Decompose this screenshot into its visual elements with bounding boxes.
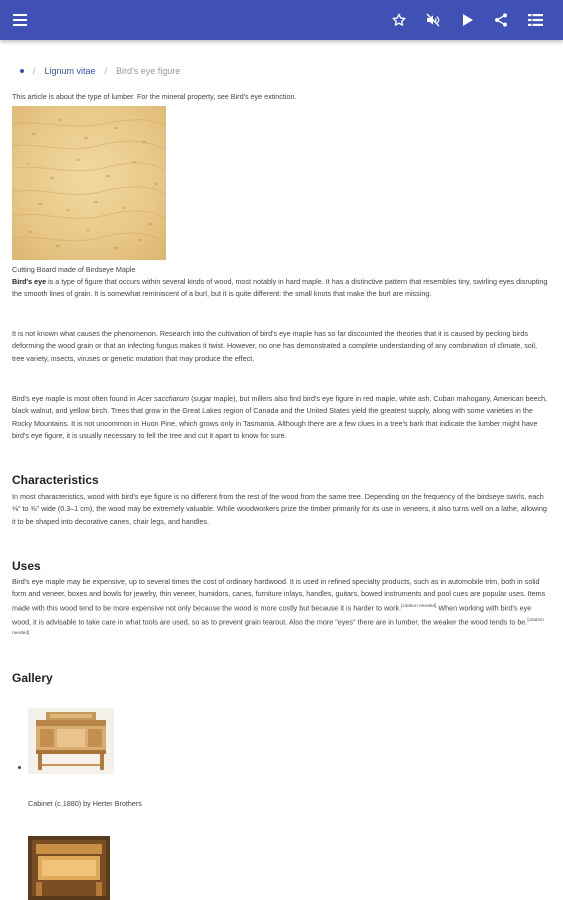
lead-term: Bird's eye — [12, 277, 47, 286]
cutting-board-image[interactable] — [12, 106, 166, 260]
star-icon[interactable] — [389, 10, 409, 30]
gallery-image-cabinet[interactable] — [28, 708, 114, 774]
breadcrumb — [20, 66, 180, 76]
characteristics-heading: Characteristics — [12, 473, 99, 487]
share-icon[interactable] — [491, 10, 511, 30]
app-bar — [0, 0, 563, 40]
image-caption: Cutting Board made of Birdseye Maple — [12, 265, 136, 274]
uses-heading: Uses — [12, 559, 41, 573]
hatnote: This article is about the type of lumber. For the mineral property, see Bird's eye extinction. — [12, 92, 297, 101]
characteristics-paragraph: In most characteristics, wood with bird's eye figure is no different from the rest of the wood from the same tree. Depending on the frequency of the birdseye swirls, each ⅛" to ⅜" wide (0.3–1 cm), the wood may be extremely valuable. While woodworkers prize the timber primarily for its use in veneers, it also turns well on a lathe, allowing it to be shaped into decorative canes, chair legs, and handles. — [12, 492, 547, 526]
breadcrumb-separator: / — [104, 66, 108, 76]
gallery-heading: Gallery — [12, 671, 53, 685]
gallery-caption: Cabinet (c.1880) by Herter Brothers — [28, 799, 142, 808]
home-dot-icon[interactable] — [20, 69, 24, 73]
list-icon[interactable] — [525, 10, 545, 30]
play-icon[interactable] — [457, 10, 477, 30]
list-bullet — [18, 766, 21, 769]
distribution-paragraph: Bird's eye maple is most often found in Acer saccharum (sugar maple), but millers also find bird's eye figure in red maple, white ash, Cuban mahogany, American beech, black walnut, and yellow birch. Trees that grow in the Great Lakes region of Canada and the United States yield the greatest supply, along with some varieties in the Rocky Mountains. It is not uncommon in Huon Pine, which grows only in Tasmania. Although there are a few clues in a tree's bark that indicate the lumber might have bird's eye figure, it is usually necessary to fell the tree and cut it apart to know for sure. — [12, 394, 548, 441]
citation-needed[interactable]: [citation needed] — [401, 603, 437, 609]
gallery-image-table[interactable] — [28, 836, 110, 900]
article-content — [0, 40, 563, 900]
breadcrumb-separator: / — [33, 66, 36, 76]
uses-paragraph: Bird's eye maple may be expensive, up to several times the cost of ordinary hardwood. It is used in refined specialty products, such as in automobile trim, both in solid form and veneer, boxes and bowls for jewelry, thin veneer, humidors, canes, furniture inlays, handles, guitars, bowed instruments and pool cues are popular uses. Items made with this wood tend to be more expensive not only because the wood is more costly but because it is harder to work.[citation needed] When working with bird's eye wood, it is advisable to take care in what tools are used, so as to prevent grain tearout. Also the more "eyes" there are in lumber, the weaker the wood tends to be.[citation needed] — [12, 577, 546, 637]
citation-needed[interactable]: [citation needed] — [12, 617, 544, 637]
breadcrumb-parent-link[interactable]: Lignum vitae — [44, 66, 96, 76]
origin-paragraph: It is not known what causes the phenomenon. Research into the cultivation of bird's eye maple has so far discounted the theories that it is caused by pecking birds deforming the wood grain or that an infecting fungus makes it twist. However, no one has demonstrated a complete understanding of any combination of climate, soil, tree variety, insects, viruses or genetic mutation that may produce the effect. — [12, 329, 537, 363]
intro-paragraph: Bird's eye is a type of figure that occurs within several kinds of wood, most notably in hard maple. It has a distinctive pattern that resembles tiny, swirling eyes disrupting the smooth lines of grain. It is somewhat reminiscent of a burl, but it is quite different: the small knots that make the burl are missing. — [12, 277, 548, 299]
breadcrumb-current: Bird's eye figure — [116, 66, 181, 76]
volume-off-icon[interactable] — [423, 10, 443, 30]
hamburger-menu-icon[interactable] — [10, 10, 30, 30]
